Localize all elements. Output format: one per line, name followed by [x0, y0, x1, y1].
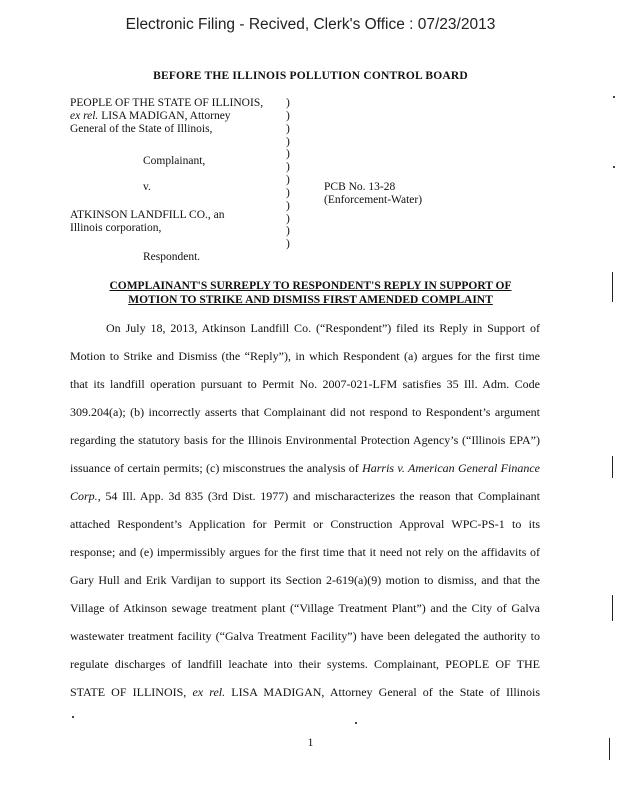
- ex-rel-italic: ex rel.: [192, 685, 226, 699]
- caption-plaintiff-line1: PEOPLE OF THE STATE OF ILLINOIS,: [70, 97, 264, 109]
- caption-versus: v.: [143, 181, 151, 193]
- body-line: 309.204(a); (b) incorrectly asserts that Complainant did not respond to Respondent’s argument: [70, 405, 540, 419]
- caption-plaintiff-line2: [70, 110, 231, 123]
- caption-defendant-line2: Illinois corporation,: [70, 222, 162, 234]
- scan-artifact-dot: [355, 722, 357, 724]
- body-line: Village of Atkinson sewage treatment plant (“Village Treatment Plant”) and the City of Galva: [70, 601, 540, 615]
- document-title-line1: COMPLAINANT'S SURREPLY TO RESPONDENT'S REPLY IN SUPPORT OF: [109, 280, 512, 292]
- body-line: attached Respondent’s Application for Permit or Construction Approval WPC-PS-1 to its: [70, 517, 540, 531]
- paren: ): [286, 161, 290, 174]
- paren: ): [286, 174, 290, 187]
- scan-artifact-line: [612, 456, 613, 478]
- case-number: PCB No. 13-28: [324, 181, 396, 193]
- body-text: STATE OF ILLINOIS,: [70, 685, 193, 699]
- paren: ): [286, 97, 290, 109]
- body-line: [70, 461, 540, 475]
- paren: ): [286, 212, 290, 225]
- paren: ): [286, 238, 290, 251]
- case-citation-italic: Corp.: [70, 489, 98, 503]
- body-line: [70, 685, 540, 699]
- page-number: 1: [307, 737, 314, 749]
- ex-rel-italic: ex rel.: [70, 110, 99, 122]
- body-line: that its landfill operation pursuant to Permit No. 2007-021-LFM satisfies 35 Ill. Adm. Code: [70, 377, 540, 391]
- caption-plaintiff-line3: General of the State of Illinois,: [70, 123, 213, 135]
- body-line: regarding the statutory basis for the Illinois Environmental Protection Agency’s (“Illinois EPA”): [70, 433, 540, 447]
- paren: ): [286, 148, 290, 161]
- body-line: [70, 489, 540, 503]
- case-type: (Enforcement-Water): [324, 194, 423, 206]
- scan-artifact-dot: [72, 716, 74, 718]
- paren: ): [286, 186, 290, 199]
- board-title: BEFORE THE ILLINOIS POLLUTION CONTROL BOARD: [153, 70, 468, 82]
- caption-plaintiff-line2-rest: LISA MADIGAN, Attorney: [98, 110, 231, 122]
- body-text: LISA MADIGAN, Attorney General of the State of Illinois: [225, 685, 540, 699]
- caption-paren-column: [286, 97, 290, 251]
- scan-artifact-dot: [613, 96, 615, 98]
- body-line: response; and (e) impermissibly argues for the first time that it need not rely on the affidavits of: [70, 545, 540, 559]
- paren: ): [286, 109, 290, 122]
- body-line: Motion to Strike and Dismiss (the “Reply”), in which Respondent (a) argues for the first time: [70, 349, 540, 363]
- caption-respondent-label: Respondent.: [143, 251, 201, 263]
- document-title-line2: MOTION TO STRIKE AND DISMISS FIRST AMENDED COMPLAINT: [128, 294, 493, 306]
- body-text: issuance of certain permits; (c) misconstrues the analysis of: [70, 461, 363, 475]
- case-citation-italic: Harris v. American General Finance: [362, 461, 540, 475]
- caption-defendant-line1: ATKINSON LANDFILL CO., an: [70, 209, 225, 221]
- scan-artifact-line: [612, 272, 613, 302]
- body-line: regulate discharges of landfill leachate into their systems. Complainant, PEOPLE OF THE: [70, 657, 540, 671]
- scan-artifact-dot: [613, 166, 615, 168]
- scan-artifact-line: [609, 738, 610, 760]
- body-line: Gary Hull and Erik Vardijan to support its Section 2-619(a)(9) motion to dismiss, and that the: [70, 573, 540, 587]
- caption-complainant-label: Complainant,: [143, 155, 206, 167]
- body-text: , 54 Ill. App. 3d 835 (3rd Dist. 1977) and mischaracterizes the reason that Complainant: [97, 489, 540, 503]
- paren: ): [286, 122, 290, 135]
- paren: ): [286, 225, 290, 238]
- filing-stamp: Electronic Filing - Recived, Clerk's Office : 07/23/2013: [125, 16, 496, 33]
- paren: ): [286, 135, 290, 148]
- document-title: [0, 279, 621, 307]
- paren: ): [286, 199, 290, 212]
- scan-artifact-line: [612, 595, 613, 621]
- body-line: On July 18, 2013, Atkinson Landfill Co. (“Respondent”) filed its Reply in Support of: [106, 321, 540, 335]
- body-line: wastewater treatment facility (“Galva Treatment Facility”) have been delegated the authority to: [70, 629, 540, 643]
